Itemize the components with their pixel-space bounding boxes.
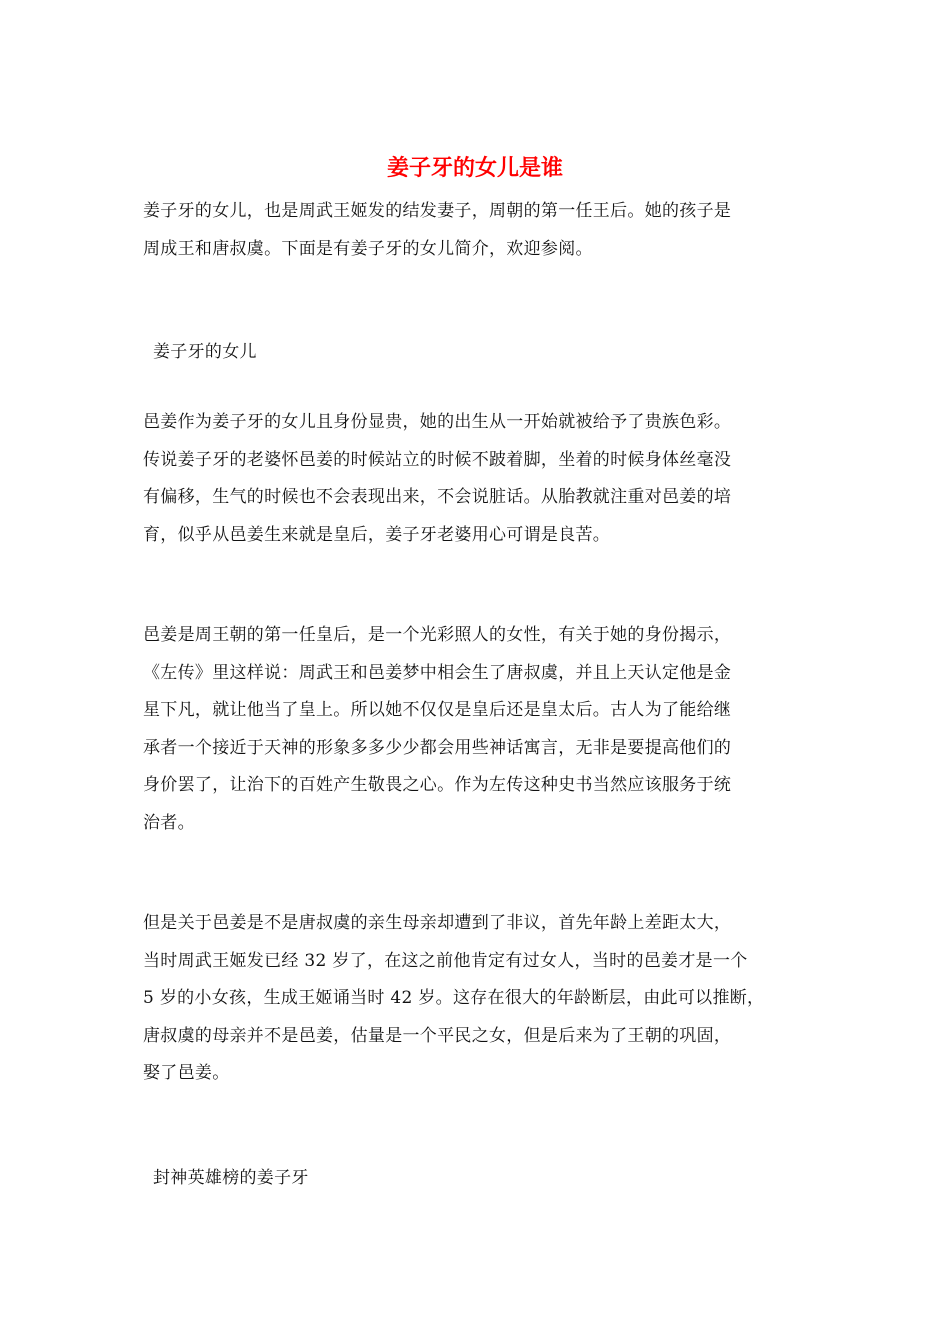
paragraph-line: 姜子牙的女儿，也是周武王姬发的结发妻子，周朝的第一任王后。她的孩子是 [143, 201, 732, 221]
paragraph-line: 身价罢了，让治下的百姓产生敬畏之心。作为左传这种史书当然应该服务于统 [143, 775, 732, 795]
paragraph-queen [143, 617, 813, 842]
paragraph-line: 唐叔虞的母亲并不是邑姜，估量是一个平民之女，但是后来为了王朝的巩固， [143, 1025, 732, 1046]
document-title: 姜子牙的女儿是谁 [386, 155, 563, 181]
paragraph-controversy [143, 905, 813, 1093]
intro-paragraph [143, 193, 813, 268]
paragraph-line: 传说姜子牙的老婆怀邑姜的时候站立的时候不跛着脚，坐着的时候身体丝毫没 [143, 449, 732, 470]
paragraph-line: 治者。 [143, 812, 195, 833]
paragraph-line: 当时周武王姬发已经 32 岁了，在这之前他肯定有过女人，当时的邑姜才是一个 [143, 950, 748, 971]
paragraph-line: 《左传》里这样说：周武王和邑姜梦中相会生了唐叔虞，并且上天认定他是金 [143, 662, 732, 683]
paragraph-line: 但是关于邑姜是不是唐叔虞的亲生母亲却遭到了非议，首先年龄上差距太大， [143, 913, 732, 933]
paragraph-line: 承者一个接近于天神的形象多多少少都会用些神话寓言，无非是要提高他们的 [143, 737, 732, 758]
paragraph-line: 邑姜作为姜子牙的女儿且身份显贵，她的出生从一开始就被给予了贵族色彩。 [143, 412, 732, 432]
paragraph-line: 5 岁的小女孩，生成王姬诵当时 42 岁。这存在很大的年龄断层，由此可以推断， [143, 988, 765, 1008]
paragraph-line: 星下凡，就让他当了皇上。所以她不仅仅是皇后还是皇太后。古人为了能给继 [143, 700, 732, 720]
paragraph-line: 有偏移，生气的时候也不会表现出来，不会说脏话。从胎教就注重对邑姜的培 [143, 487, 732, 507]
section-heading-daughter: 姜子牙的女儿 [153, 342, 257, 362]
paragraph-line: 育，似乎从邑姜生来就是皇后，姜子牙老婆用心可谓是良苦。 [143, 524, 611, 545]
paragraph-line: 邑姜是周王朝的第一任皇后，是一个光彩照人的女性，有关于她的身份揭示， [143, 625, 732, 645]
paragraph-birth [143, 404, 813, 554]
paragraph-line: 娶了邑姜。 [143, 1063, 230, 1083]
section-heading-fengshen: 封神英雄榜的姜子牙 [153, 1168, 309, 1188]
paragraph-line: 周成王和唐叔虞。下面是有姜子牙的女儿简介，欢迎参阅。 [143, 238, 593, 259]
